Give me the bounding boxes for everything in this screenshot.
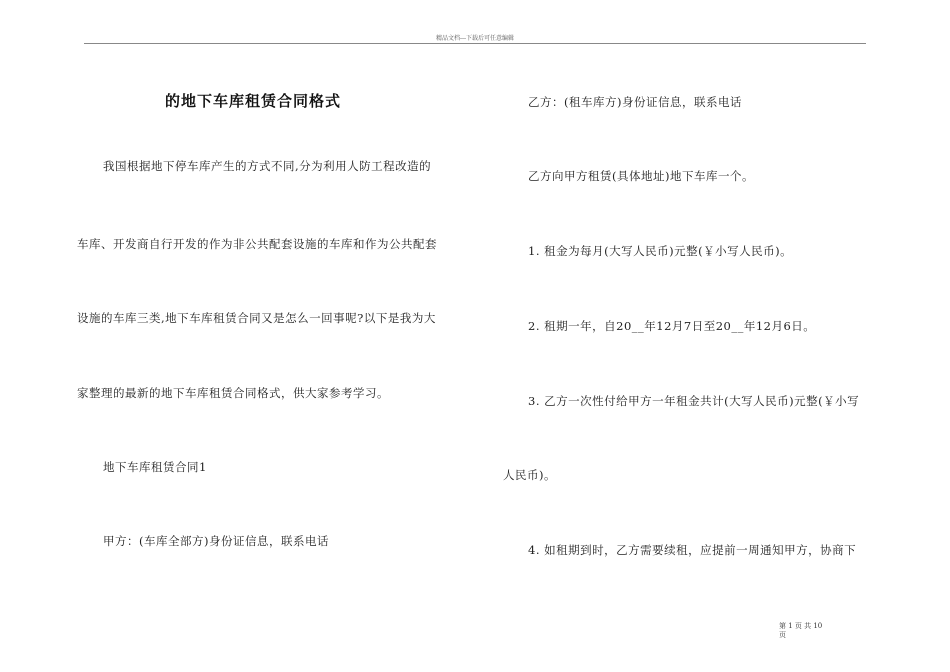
clause-2: 2. 租期一年，自20__年12月7日至20__年12月6日。 <box>528 319 816 333</box>
intro-line-2: 车库、开发商自行开发的作为非公共配套设施的车库和作为公共配套 <box>77 237 437 251</box>
party-b-line: 乙方：(租车库方)身份证信息，联系电话 <box>528 95 742 109</box>
lease-statement: 乙方向甲方租赁(具体地址)地下车库一个。 <box>528 169 754 183</box>
clause-1: 1. 租金为每月(大写人民币)元整(￥小写人民币)。 <box>528 244 793 258</box>
intro-line-3: 设施的车库三类,地下车库租赁合同又是怎么一回事呢?以下是我为大 <box>77 311 436 325</box>
contract-heading: 地下车库租赁合同1 <box>103 460 207 474</box>
intro-line-4: 家整理的最新的地下车库租赁合同格式，供大家参考学习。 <box>77 386 389 400</box>
page-number-line-2: 页 <box>779 631 786 639</box>
header-divider <box>84 43 866 44</box>
document-title: 的地下车库租赁合同格式 <box>165 92 342 110</box>
clause-4: 4. 如租期到时，乙方需要续租，应提前一周通知甲方，协商下 <box>528 543 857 557</box>
page-number-line-1: 第 1 页 共 10 <box>779 622 823 630</box>
clause-3-line-1: 3. 乙方一次性付给甲方一年租金共计(大写人民币)元整(￥小写 <box>528 394 860 408</box>
clause-3-line-2: 人民币)。 <box>503 468 556 482</box>
page-header: 精品文档---下载后可任意编辑 <box>435 35 515 42</box>
page-number <box>779 622 839 640</box>
intro-line-1: 我国根据地下停车库产生的方式不同,分为利用人防工程改造的 <box>103 159 432 173</box>
party-a-line: 甲方：(车库全部方)身份证信息，联系电话 <box>103 534 329 548</box>
